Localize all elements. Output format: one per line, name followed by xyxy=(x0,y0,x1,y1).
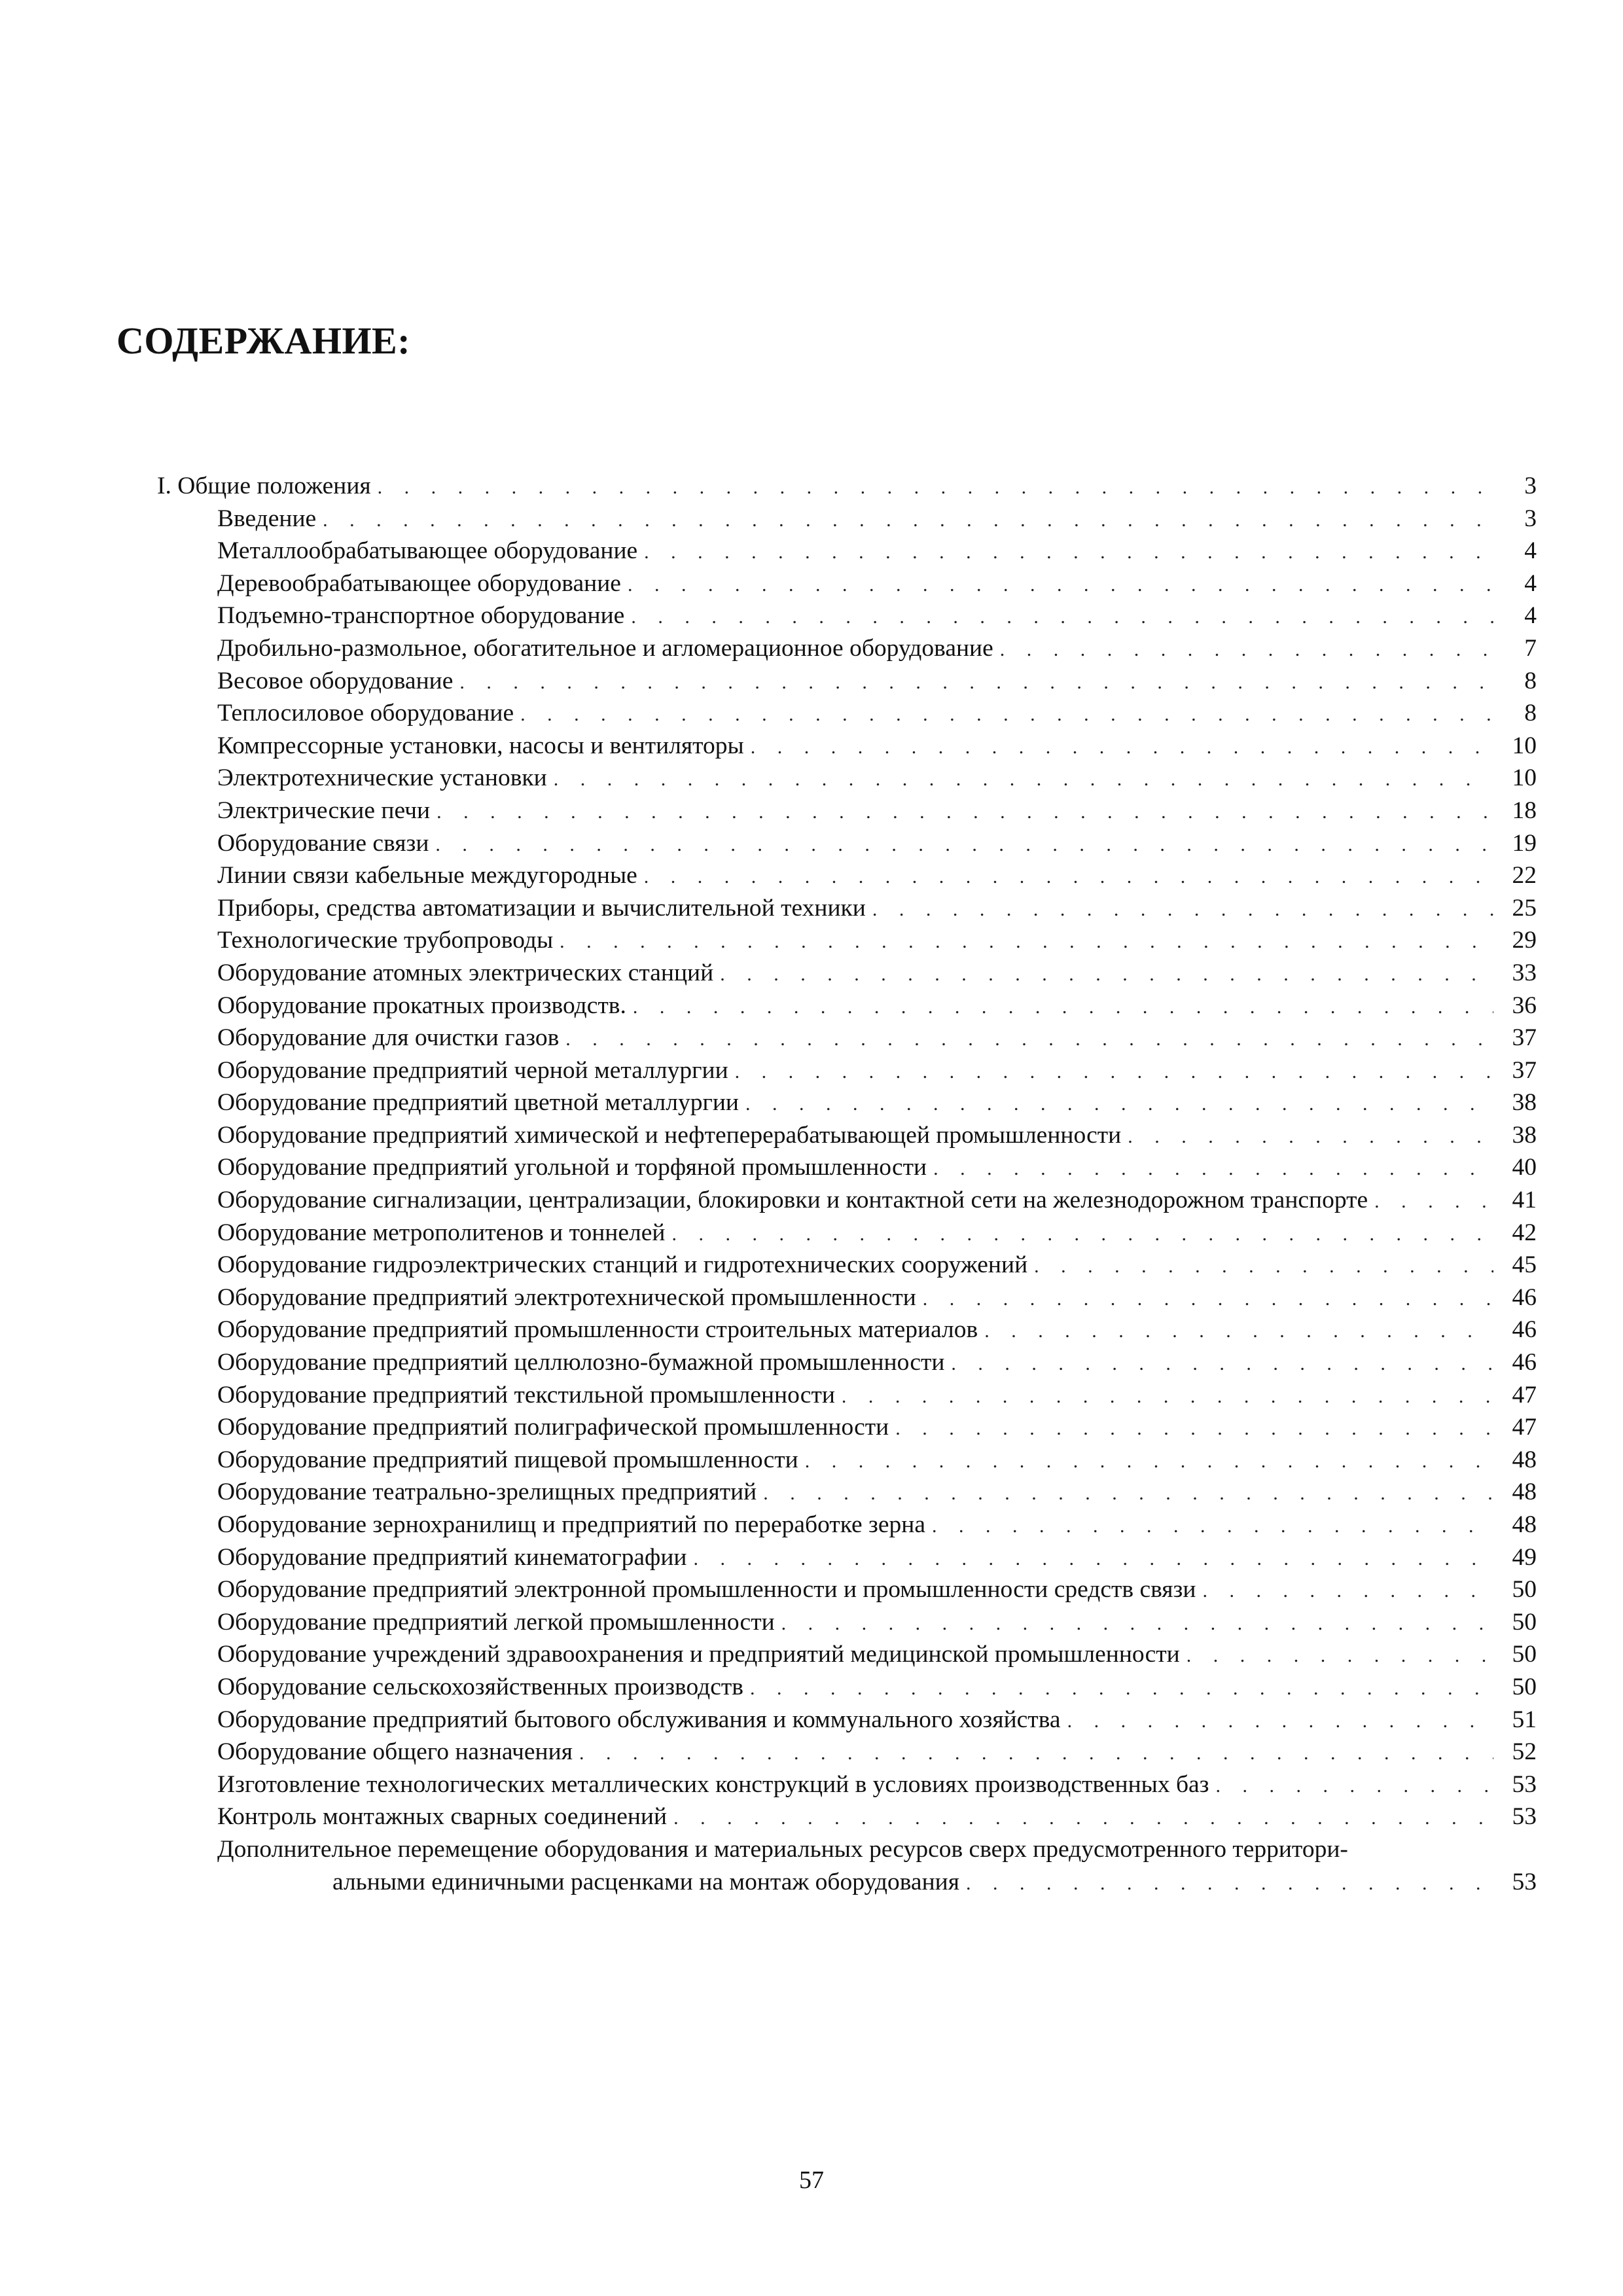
dot-leader xyxy=(966,1867,1493,1900)
toc-entry-page: 38 xyxy=(1512,1121,1537,1149)
page-title: СОДЕРЖАНИЕ: xyxy=(116,319,411,362)
toc-entry-title-line1: Дополнительное перемещение оборудования и материальных ресурсов сверх предусмотренного территори- xyxy=(217,1835,1348,1863)
dot-leader xyxy=(781,1607,1493,1640)
dot-leader xyxy=(805,1445,1493,1478)
toc-entry[interactable] xyxy=(157,1346,1537,1379)
toc-entry[interactable] xyxy=(157,1736,1537,1768)
dot-leader xyxy=(984,1315,1493,1348)
toc-entry-title: Оборудование предприятий кинематографии xyxy=(217,1543,687,1571)
toc-entry-title: I. Общие положения xyxy=(157,473,371,499)
toc-entry-page: 8 xyxy=(1524,667,1537,694)
toc-entry[interactable] xyxy=(157,1086,1537,1119)
toc-entry[interactable] xyxy=(157,1768,1537,1801)
toc-entry-page: 37 xyxy=(1512,1056,1537,1084)
toc-entry-title: Технологические трубопроводы xyxy=(217,927,554,954)
dot-leader xyxy=(437,796,1493,829)
dot-leader xyxy=(554,763,1493,796)
toc-entry-page: 46 xyxy=(1512,1316,1537,1344)
dot-leader xyxy=(1186,1640,1493,1672)
toc-entry-title: Оборудование предприятий угольной и торфяной промышленности xyxy=(217,1154,927,1181)
toc-entry-page: 7 xyxy=(1524,634,1537,662)
toc-entry-title: Оборудование предприятий легкой промышленности xyxy=(217,1608,775,1636)
dot-leader xyxy=(1202,1575,1493,1607)
toc-entry[interactable] xyxy=(157,1249,1537,1282)
dot-leader xyxy=(872,893,1493,926)
dot-leader xyxy=(745,1088,1493,1121)
toc-entry-page: 19 xyxy=(1512,829,1537,857)
dot-leader xyxy=(565,1023,1493,1056)
toc-entry-title: Весовое оборудование xyxy=(217,667,454,694)
toc-entry-page: 50 xyxy=(1512,1673,1537,1700)
toc-entry-page: 50 xyxy=(1512,1608,1537,1636)
table-of-contents xyxy=(157,470,1537,1898)
toc-entry-title: Деревообрабатывающее оборудование xyxy=(217,569,621,597)
toc-entry[interactable] xyxy=(157,1801,1537,1833)
dot-leader xyxy=(579,1737,1493,1770)
toc-entry-page: 29 xyxy=(1512,927,1537,954)
toc-entry-title: Линии связи кабельные междугородные xyxy=(217,862,637,889)
dot-leader xyxy=(933,1153,1493,1185)
dot-leader xyxy=(560,925,1493,958)
toc-entry-title: Компрессорные установки, насосы и вентиляторы xyxy=(217,732,744,759)
toc-entry-title: Оборудование предприятий черной металлургии xyxy=(217,1056,728,1084)
toc-entry[interactable] xyxy=(157,990,1537,1022)
toc-entry-title-line2: альными единичными расценками на монтаж оборудования xyxy=(332,1868,959,1895)
dot-leader xyxy=(895,1412,1493,1445)
toc-entry-title: Приборы, средства автоматизации и вычислительной техники xyxy=(217,894,866,922)
toc-entry-page: 47 xyxy=(1512,1414,1537,1441)
toc-entry[interactable] xyxy=(157,859,1537,892)
toc-entry-page: 25 xyxy=(1512,894,1537,922)
toc-entry[interactable] xyxy=(157,730,1537,762)
toc-entry-title: Оборудование метрополитенов и тоннелей xyxy=(217,1219,666,1246)
toc-entry-page: 46 xyxy=(1512,1349,1537,1376)
toc-entry-page: 38 xyxy=(1512,1089,1537,1117)
toc-entry-page: 22 xyxy=(1512,862,1537,889)
dot-leader xyxy=(842,1380,1493,1413)
toc-entry-page: 3 xyxy=(1524,505,1537,532)
toc-entry[interactable] xyxy=(157,1282,1537,1314)
toc-entry-title: Оборудование сигнализации, централизации, блокировки и контактной сети на железнодорожном транспорте xyxy=(217,1187,1368,1214)
toc-entry-page: 42 xyxy=(1512,1219,1537,1246)
toc-entry-title: Оборудование прокатных производств. xyxy=(217,992,626,1019)
dot-leader xyxy=(1000,634,1493,666)
toc-entry[interactable] xyxy=(157,1444,1537,1477)
toc-entry-title: Оборудование зернохранилищ и предприятий по переработке зерна xyxy=(217,1511,925,1538)
dot-leader xyxy=(1034,1250,1493,1283)
toc-entry-title: Оборудование предприятий пищевой промышленности xyxy=(217,1446,798,1473)
toc-entry-page: 37 xyxy=(1512,1024,1537,1052)
page-number: 57 xyxy=(799,2166,824,2194)
toc-entry-page: 50 xyxy=(1512,1641,1537,1668)
dot-leader xyxy=(631,601,1493,634)
toc-entry[interactable] xyxy=(157,470,1537,503)
toc-entry-title: Введение xyxy=(217,505,317,532)
toc-entry[interactable] xyxy=(157,1541,1537,1574)
toc-entry[interactable] xyxy=(157,1509,1537,1541)
toc-entry[interactable] xyxy=(157,1151,1537,1184)
dot-leader xyxy=(644,861,1493,893)
dot-leader xyxy=(378,471,1493,504)
dot-leader xyxy=(735,1056,1493,1088)
dot-leader xyxy=(1067,1705,1493,1738)
toc-entry-page: 18 xyxy=(1512,797,1537,824)
dot-leader xyxy=(633,991,1493,1024)
toc-entry[interactable] xyxy=(157,1476,1537,1509)
toc-entry-title: Электротехнические установки xyxy=(217,764,547,792)
toc-entry-title: Дробильно-размольное, обогатительное и агломерационное оборудование xyxy=(217,634,993,662)
toc-entry-title: Оборудование общего назначения xyxy=(217,1738,573,1766)
toc-entry[interactable] xyxy=(157,1833,1537,1898)
toc-entry-page: 40 xyxy=(1512,1154,1537,1181)
toc-entry[interactable] xyxy=(157,697,1537,730)
toc-entry-page: 36 xyxy=(1512,992,1537,1019)
dot-leader xyxy=(951,1348,1493,1380)
toc-entry[interactable] xyxy=(157,924,1537,957)
toc-entry[interactable] xyxy=(157,1704,1537,1736)
toc-entry[interactable] xyxy=(157,1573,1537,1606)
toc-entry-page: 48 xyxy=(1512,1511,1537,1538)
toc-entry[interactable] xyxy=(157,567,1537,600)
toc-entry-title: Теплосиловое оборудование xyxy=(217,700,514,727)
dot-leader xyxy=(750,1672,1493,1705)
toc-entry-title: Оборудование предприятий промышленности строительных материалов xyxy=(217,1316,978,1344)
dot-leader xyxy=(673,1802,1493,1835)
dot-leader xyxy=(628,569,1493,601)
toc-entry-page: 33 xyxy=(1512,959,1537,986)
toc-entry[interactable] xyxy=(157,1119,1537,1152)
toc-entry-page: 3 xyxy=(1524,473,1537,499)
toc-entry[interactable] xyxy=(157,1022,1537,1054)
toc-entry-title: Оборудование сельскохозяйственных производств xyxy=(217,1673,743,1700)
dot-leader xyxy=(923,1283,1493,1316)
toc-entry-title: Оборудование атомных электрических станций xyxy=(217,959,714,986)
toc-entry[interactable] xyxy=(157,762,1537,795)
toc-entry-page: 53 xyxy=(1512,1868,1537,1895)
dot-leader xyxy=(1216,1770,1494,1803)
dot-leader xyxy=(459,666,1493,699)
toc-entry-title: Металлообрабатывающее оборудование xyxy=(217,537,638,565)
dot-leader xyxy=(693,1543,1493,1575)
toc-entry-page: 4 xyxy=(1524,569,1537,597)
toc-entry-page: 8 xyxy=(1524,700,1537,727)
toc-entry-title: Оборудование учреждений здравоохранения и предприятий медицинской промышленности xyxy=(217,1641,1180,1668)
toc-entry[interactable] xyxy=(157,1671,1537,1704)
toc-entry-page: 49 xyxy=(1512,1543,1537,1571)
toc-entry[interactable] xyxy=(157,1638,1537,1671)
toc-entry-page: 10 xyxy=(1512,732,1537,759)
toc-entry-page: 41 xyxy=(1512,1187,1537,1214)
toc-entry[interactable] xyxy=(157,827,1537,860)
toc-entry-title: Изготовление технологических металлических конструкций в условиях производственных баз xyxy=(217,1770,1209,1798)
toc-entry[interactable] xyxy=(157,795,1537,827)
toc-entry-page: 47 xyxy=(1512,1381,1537,1408)
toc-entry-page: 4 xyxy=(1524,537,1537,565)
dot-leader xyxy=(435,829,1493,861)
dot-leader xyxy=(1128,1121,1493,1153)
toc-entry-page: 52 xyxy=(1512,1738,1537,1766)
toc-entry-title: Оборудование предприятий электронной промышленности и промышленности средств связи xyxy=(217,1576,1196,1604)
toc-entry-title: Оборудование предприятий электротехнической промышленности xyxy=(217,1283,916,1311)
dot-leader xyxy=(720,958,1493,991)
toc-entry[interactable] xyxy=(157,1184,1537,1217)
toc-entry-title: Оборудование для очистки газов xyxy=(217,1024,560,1052)
toc-entry-title: Оборудование предприятий бытового обслуживания и коммунального хозяйства xyxy=(217,1706,1061,1733)
toc-entry-title: Оборудование предприятий химической и нефтеперерабатывающей промышленности xyxy=(217,1121,1122,1149)
toc-entry-title: Оборудование предприятий цветной металлургии xyxy=(217,1089,739,1117)
toc-entry-page: 50 xyxy=(1512,1576,1537,1604)
toc-entry-title: Подъемно-транспортное оборудование xyxy=(217,602,625,630)
toc-entry[interactable] xyxy=(157,1606,1537,1639)
toc-entry[interactable] xyxy=(157,600,1537,632)
toc-entry-page: 48 xyxy=(1512,1479,1537,1506)
toc-entry-title: Оборудование предприятий текстильной промышленности xyxy=(217,1381,835,1408)
toc-entry[interactable] xyxy=(157,1217,1537,1249)
dot-leader xyxy=(932,1510,1493,1543)
toc-entry[interactable] xyxy=(157,665,1537,698)
toc-entry-title: Оборудование предприятий целлюлозно-бумажной промышленности xyxy=(217,1349,945,1376)
toc-entry-title: Оборудование театрально-зрелищных предприятий xyxy=(217,1479,757,1506)
dot-leader xyxy=(763,1477,1493,1510)
toc-entry[interactable] xyxy=(157,892,1537,925)
dot-leader xyxy=(671,1218,1493,1251)
toc-entry-page: 4 xyxy=(1524,602,1537,630)
toc-entry-page: 53 xyxy=(1512,1770,1537,1798)
dot-leader xyxy=(323,504,1493,537)
toc-entry-title: Контроль монтажных сварных соединений xyxy=(217,1803,668,1831)
toc-entry-page: 10 xyxy=(1512,764,1537,792)
toc-entry-page: 53 xyxy=(1512,1803,1537,1831)
dot-leader xyxy=(520,698,1493,731)
dot-leader xyxy=(751,731,1493,764)
dot-leader xyxy=(644,536,1493,569)
toc-entry-title: Оборудование предприятий полиграфической промышленности xyxy=(217,1414,889,1441)
toc-entry-page: 51 xyxy=(1512,1706,1537,1733)
toc-entry-title: Оборудование гидроэлектрических станций и гидротехнических сооружений xyxy=(217,1251,1028,1279)
toc-entry-page: 48 xyxy=(1512,1446,1537,1473)
toc-entry[interactable] xyxy=(157,535,1537,567)
toc-entry[interactable] xyxy=(157,503,1537,535)
dot-leader xyxy=(1374,1185,1493,1218)
toc-entry-page: 45 xyxy=(1512,1251,1537,1279)
toc-entry[interactable] xyxy=(157,1411,1537,1444)
toc-entry-title: Оборудование связи xyxy=(217,829,429,857)
toc-entry-page: 46 xyxy=(1512,1283,1537,1311)
toc-entry-title: Электрические печи xyxy=(217,797,431,824)
toc-entry[interactable] xyxy=(157,632,1537,665)
toc-entry[interactable] xyxy=(157,1314,1537,1346)
toc-entry[interactable] xyxy=(157,1379,1537,1412)
toc-entry[interactable] xyxy=(157,1054,1537,1087)
toc-entry[interactable] xyxy=(157,957,1537,990)
